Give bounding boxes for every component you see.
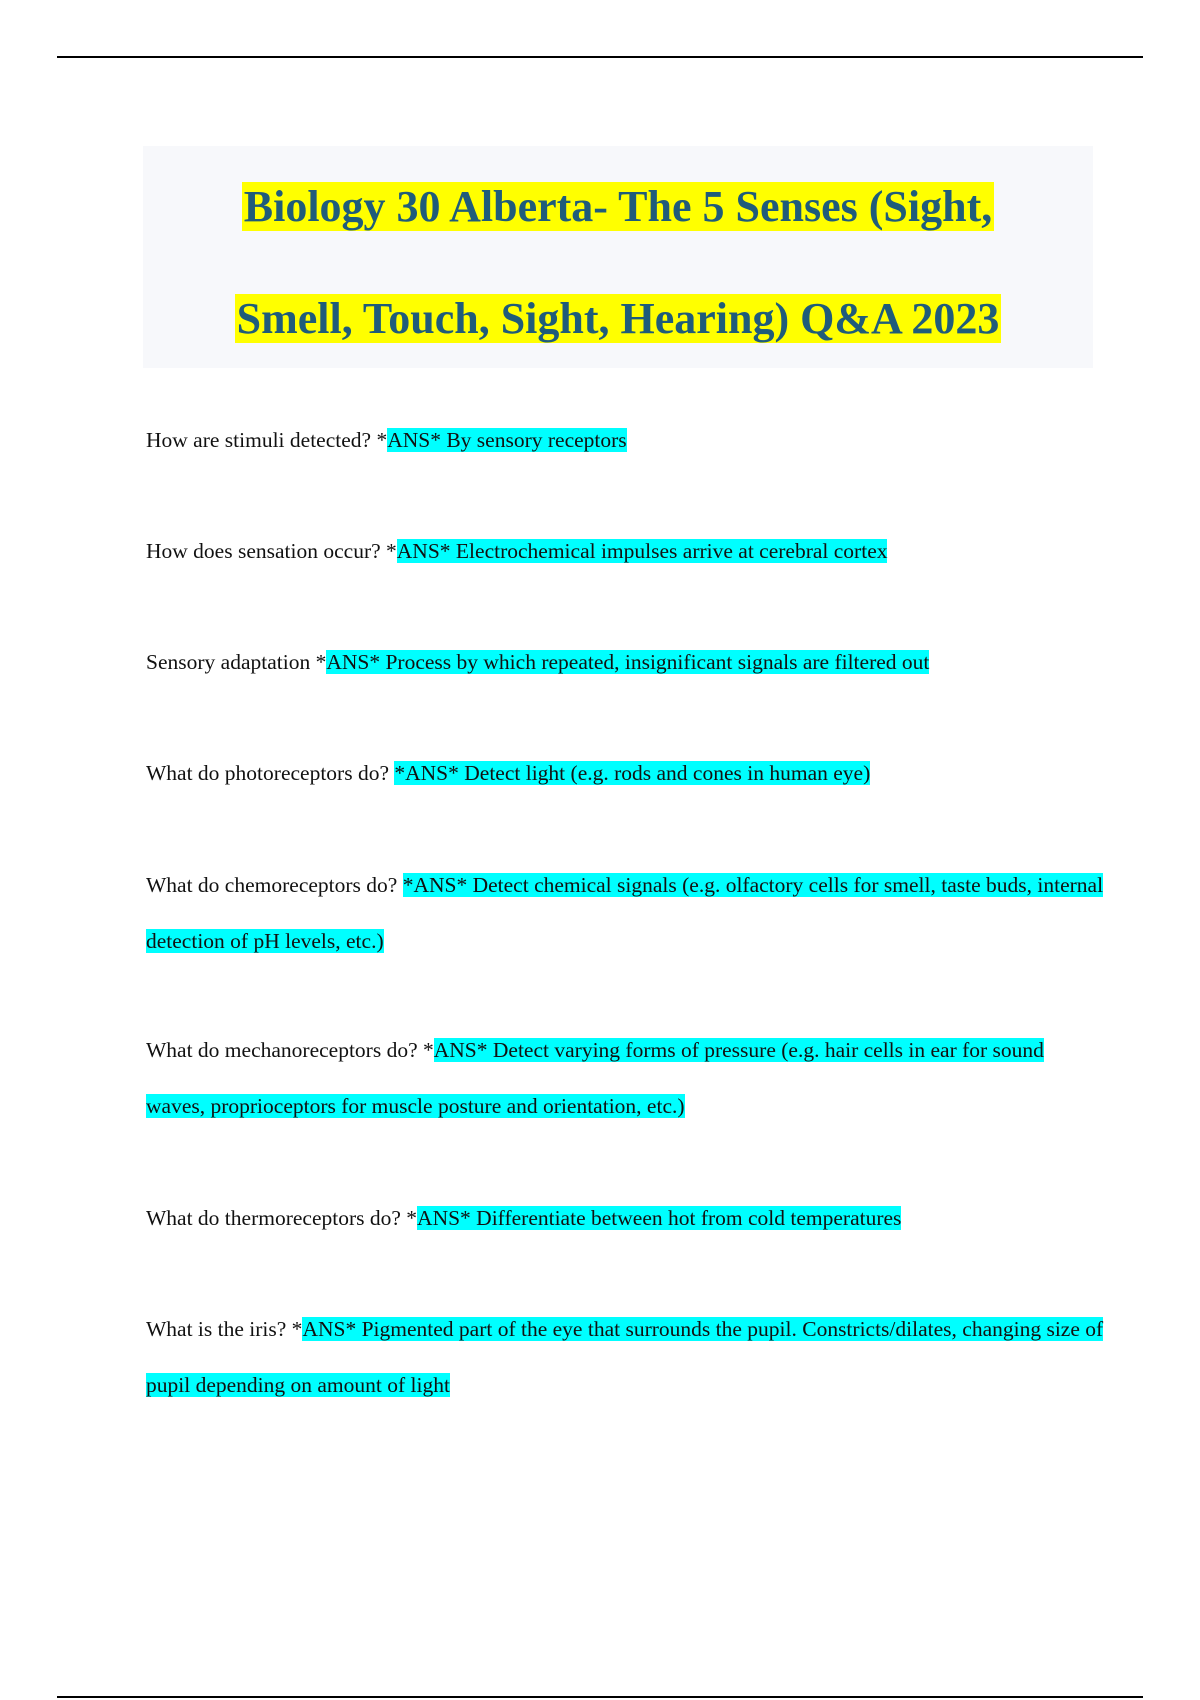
answer: *ANS* Detect light (e.g. rods and cones in human eye) [394,761,871,785]
title-line-1: Biology 30 Alberta- The 5 Senses (Sight, [243,182,993,231]
answer: ANS* Pigmented part of the eye that surrounds the pupil. Constricts/dilates, changing size of pupil depending on amount of light [146,1317,1104,1397]
answer: ANS* Electrochemical impulses arrive at cerebral cortex [396,539,888,563]
question: What is the iris? * [146,1317,303,1341]
title-box [143,146,1093,368]
qa-item [146,634,1106,690]
top-rule [57,56,1143,58]
qa-item [146,1022,1106,1134]
question: What do thermoreceptors do? * [146,1206,418,1230]
answer: ANS* Detect varying forms of pressure (e.g. hair cells in ear for sound waves, proprioceptors for muscle posture and orientation, etc.) [146,1038,1044,1118]
qa-item [146,1301,1106,1413]
question: What do mechanoreceptors do? * [146,1038,434,1062]
answer: ANS* Process by which repeated, insignificant signals are filtered out [326,650,930,674]
question: What do photoreceptors do? [146,761,395,785]
page-title [143,146,1093,375]
answer: ANS* By sensory receptors [387,428,627,452]
qa-item [146,1190,1106,1246]
qa-item [146,523,1106,579]
question: How are stimuli detected? * [146,428,388,452]
answer: *ANS* Detect chemical signals (e.g. olfactory cells for smell, taste buds, internal detection of pH levels, etc.) [146,873,1104,953]
question: Sensory adaptation * [146,650,327,674]
qa-item [146,412,1106,468]
answer: ANS* Differentiate between hot from cold temperatures [417,1206,902,1230]
title-line-2: Smell, Touch, Sight, Hearing) Q&A 2023 [236,294,1000,343]
bottom-rule [57,1696,1143,1698]
question: What do chemoreceptors do? [146,873,403,897]
qa-item [146,745,1106,801]
question: How does sensation occur? * [146,539,397,563]
qa-item [146,857,1106,969]
